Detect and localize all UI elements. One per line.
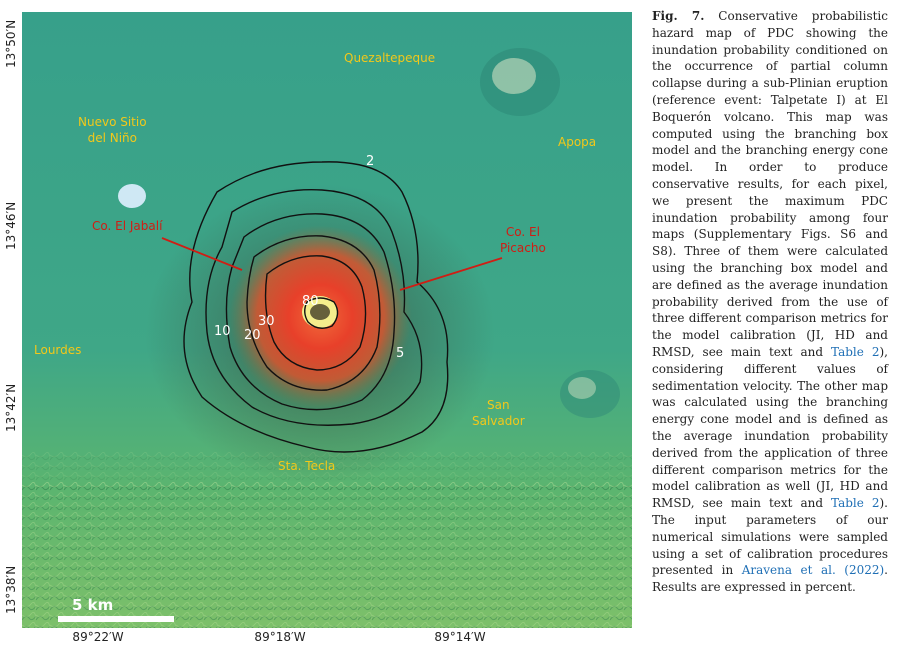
contour-label-5: 5 bbox=[396, 346, 405, 361]
label-line: Nuevo Sitio bbox=[78, 115, 147, 129]
label-line: Apopa bbox=[558, 135, 597, 149]
label-line: Lourdes bbox=[34, 343, 82, 357]
figure-caption bbox=[652, 8, 888, 596]
contour-label-10: 10 bbox=[214, 324, 231, 339]
label-line: Picacho bbox=[500, 241, 546, 255]
terrain-ridges bbox=[22, 482, 632, 628]
contour-label-2: 2 bbox=[366, 154, 375, 169]
town-quezaltepeque bbox=[344, 50, 435, 66]
caption-text: ). The input parameters of our numerical simulations were sampled using a set of calibration procedures presented in bbox=[652, 496, 888, 578]
latitude-label: 13°50′N bbox=[4, 19, 18, 68]
hazard-map bbox=[22, 12, 632, 628]
table-2-link[interactable]: Table 2 bbox=[831, 344, 880, 359]
town-nuevo-sitio bbox=[78, 114, 147, 146]
latitude-label: 13°38′N bbox=[4, 565, 18, 614]
aravena-reference-link[interactable]: Aravena et al. (2022) bbox=[741, 563, 885, 578]
table-2-link[interactable]: Table 2 bbox=[831, 496, 880, 511]
latitude-label: 13°46′N bbox=[4, 201, 18, 250]
contour-label-80: 80 bbox=[302, 294, 319, 309]
caption-text: . Results are expressed in percent. bbox=[652, 563, 888, 595]
town-apopa bbox=[558, 134, 596, 150]
town-san-salvador bbox=[472, 397, 525, 429]
label-line: Quezaltepeque bbox=[344, 51, 436, 65]
cone-label-el-jabali bbox=[92, 218, 162, 234]
scale-bar-label: 5 km bbox=[72, 596, 114, 614]
town-lourdes bbox=[34, 342, 81, 358]
label-line: Salvador bbox=[472, 414, 525, 428]
longitude-label: 89°22′W bbox=[72, 630, 124, 644]
figure-number: Fig. 7. bbox=[652, 9, 705, 23]
label-line: del Niño bbox=[87, 131, 137, 145]
caption-text: Conservative probabilistic hazard map of PDC showing the inundation probability conditioned on the occurrence of partial column collapse during a sub-Plinian eruption (reference event: Talpetate I) at El Boquerón volcano. This map was computed using the branching box model and the branching energy cone model. In order to produce conservative results, for each pixel, we present the maximum PDC inundation probability among four maps (Supplementary Figs. S6 and S8). Three of them were calculated using the branching box model and are defined as the average inundation probability derived from the use of three different comparison metrics for the model calibration (JI, HD and RMSD, see main text and bbox=[652, 9, 888, 359]
contour-label-20: 20 bbox=[244, 328, 261, 343]
label-line: Sta. Tecla bbox=[278, 459, 336, 473]
caption-text: ), considering different values of sedimentation velocity. The other map was calculated using the branching energy cone model and is defined as the average inundation probability derived from the application of three different comparison metrics for the model calibration as well (JI, HD and RMSD, see main text and bbox=[652, 344, 888, 511]
scale-bar bbox=[58, 616, 174, 622]
cone-label-el-picacho bbox=[500, 224, 546, 256]
hazard-map-graphic bbox=[22, 12, 632, 628]
latitude-label: 13°42′N bbox=[4, 383, 18, 432]
longitude-label: 89°14′W bbox=[434, 630, 486, 644]
lake bbox=[118, 184, 146, 208]
contour-label-30: 30 bbox=[258, 314, 275, 329]
label-line: San bbox=[487, 398, 510, 412]
label-line: Co. El bbox=[505, 225, 540, 239]
longitude-label: 89°18′W bbox=[254, 630, 306, 644]
town-sta-tecla bbox=[278, 458, 335, 474]
label-line: Co. El Jabalí bbox=[92, 219, 163, 233]
